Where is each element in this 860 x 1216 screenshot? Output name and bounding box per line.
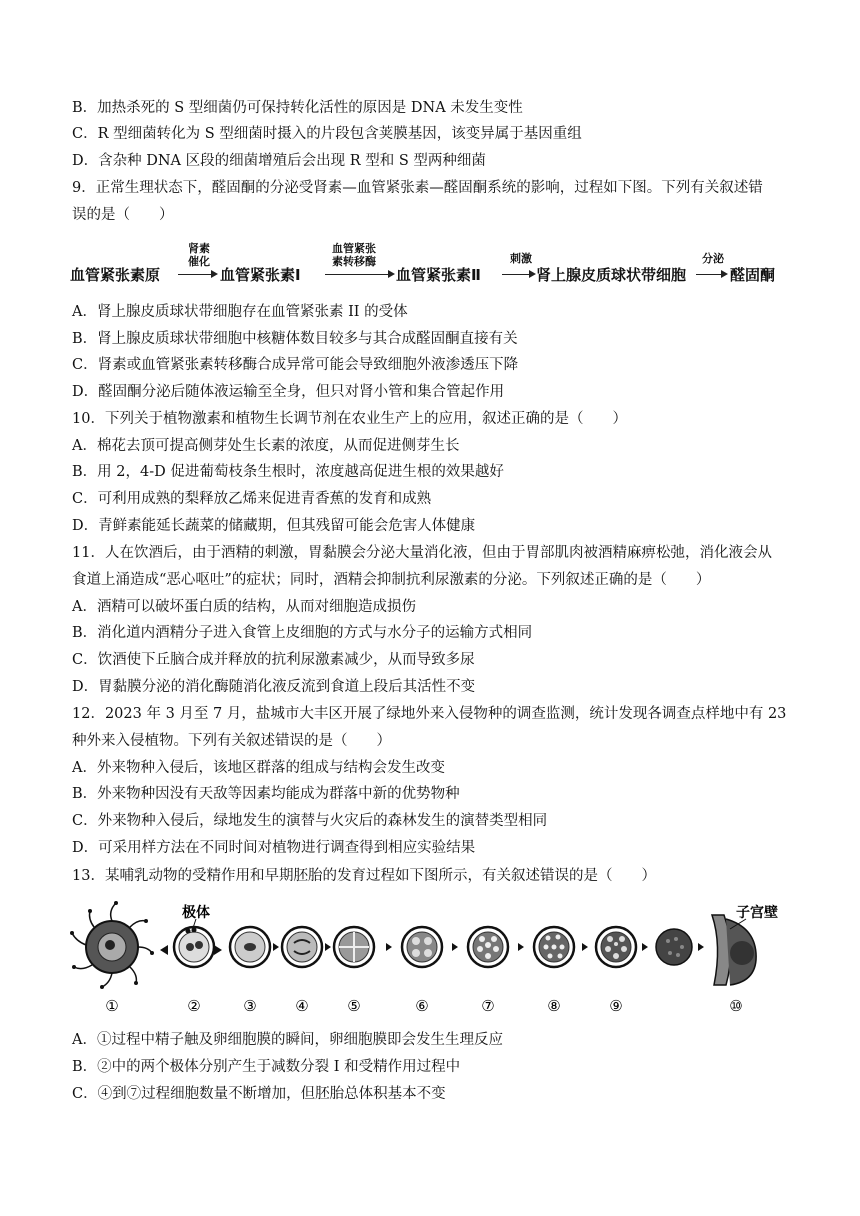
- q13-stem: 13．某哺乳动物的受精作用和早期胚胎的发育过程如下图所示，有关叙述错误的是（ ）: [72, 868, 656, 884]
- stage-label-6: ⑥: [415, 997, 429, 1015]
- stage-label-10: ⑩: [729, 997, 743, 1015]
- q9-option-a: A．肾上腺皮质球状带细胞存在血管紧张素 II 的受体: [72, 304, 408, 320]
- flow-node-angiotensinogen: 血管紧张素原: [70, 266, 161, 284]
- stage-4: [282, 927, 322, 967]
- q12-option-a: A．外来物种入侵后，该地区群落的组成与结构会发生改变: [72, 760, 445, 776]
- uterus-label: 子宫壁: [736, 905, 778, 921]
- flow-label-renin-2: 催化: [188, 255, 210, 268]
- q10-option-d: D．青鲜素能延长蔬菜的储藏期，但其残留可能会危害人体健康: [72, 518, 476, 534]
- stage-5: [334, 927, 374, 967]
- stage-label-2: ②: [187, 997, 201, 1015]
- stage-fertilization: [70, 901, 154, 989]
- q12-option-b: B．外来物种因没有天敌等因素均能成为群落中新的优势物种: [72, 786, 460, 802]
- flow-arrow-2: [325, 274, 393, 275]
- aldosterone-flow-diagram: [70, 240, 790, 290]
- stage-7: [468, 927, 508, 967]
- q13-option-b: B．②中的两个极体分别产生于减数分裂 I 和受精作用过程中: [72, 1059, 461, 1075]
- stage-10: [656, 929, 692, 965]
- flow-node-angiotensin-1: 血管紧张素Ⅰ: [220, 266, 301, 284]
- stage-3: [230, 927, 270, 967]
- stage-label-1: ①: [105, 997, 119, 1015]
- polar-body-label: 极体: [182, 905, 210, 921]
- flow-label-secrete: 分泌: [702, 252, 724, 265]
- q8-option-b: B．加热杀死的 S 型细菌仍可保持转化活性的原因是 DNA 未发生变性: [72, 100, 523, 116]
- q10-option-b: B．用 2，4-D 促进葡萄枝条生根时，浓度越高促进生根的效果越好: [72, 464, 504, 480]
- q13-option-a: A．①过程中精子触及卵细胞膜的瞬间，卵细胞膜即会发生生理反应: [72, 1032, 503, 1048]
- stage-label-3: ③: [243, 997, 257, 1015]
- q8-option-d: D．含杂种 DNA 区段的细菌增殖后会出现 R 型和 S 型两种细菌: [72, 153, 486, 169]
- flow-node-aldosterone: 醛固酮: [730, 266, 776, 284]
- stage-6: [402, 927, 442, 967]
- q9-option-d: D．醛固酮分泌后随体液运输至全身，但只对肾小管和集合管起作用: [72, 384, 505, 400]
- stage-label-7: ⑦: [481, 997, 495, 1015]
- flow-label-renin-1: 肾素: [188, 242, 210, 255]
- stage-label-9: ⑨: [609, 997, 623, 1015]
- q11-option-d: D．胃黏膜分泌的消化酶随消化液反流到食道上段后其活性不变: [72, 679, 476, 695]
- q10-option-c: C．可利用成熟的梨释放乙烯来促进青香蕉的发育和成熟: [72, 491, 432, 507]
- flow-node-adrenal-cells: 肾上腺皮质球状带细胞: [536, 266, 687, 284]
- stage-zygote: [174, 927, 214, 967]
- q11-option-b: B．消化道内酒精分子进入食管上皮细胞的方式与水分子的运输方式相同: [72, 625, 533, 641]
- q12-stem-line1: 12．2023 年 3 月至 7 月，盐城市大丰区开展了绿地外来入侵物种的调查监测，统计发现各调查点样地中有 23: [72, 706, 787, 722]
- q9-option-b: B．肾上腺皮质球状带细胞中核糖体数目较多与其合成醛固酮直接有关: [72, 331, 518, 347]
- q11-option-c: C．饮酒使下丘脑合成并释放的抗利尿激素减少，从而导致多尿: [72, 652, 475, 668]
- stage-8: [534, 927, 574, 967]
- q10-option-a: A．棉花去顶可提高侧芽处生长素的浓度，从而促进侧芽生长: [72, 438, 460, 454]
- q11-option-a: A．酒精可以破坏蛋白质的结构，从而对细胞造成损伤: [72, 599, 416, 615]
- q9-stem-line1: 9．正常生理状态下，醛固酮的分泌受肾素—血管紧张素—醛固酮系统的影响，过程如下图。下列有关叙述错: [72, 180, 763, 196]
- q10-stem: 10．下列关于植物激素和植物生长调节剂在农业生产上的应用，叙述正确的是（ ）: [72, 411, 627, 427]
- q13-option-c: C．④到⑦过程细胞数量不断增加，但胚胎总体积基本不变: [72, 1086, 446, 1102]
- flow-arrow-3: [502, 274, 534, 275]
- stage-label-8: ⑧: [547, 997, 561, 1015]
- q12-option-c: C．外来物种入侵后，绿地发生的演替与火灾后的森林发生的演替类型相同: [72, 813, 548, 829]
- flow-arrow-4: [696, 274, 726, 275]
- q11-stem-line2: 食道上涌造成“恶心呕吐”的症状；同时，酒精会抑制抗利尿激素的分泌。下列叙述正确的是（ ）: [72, 572, 711, 588]
- q9-option-c: C．肾素或血管紧张素转移酶合成异常可能会导致细胞外液渗透压下降: [72, 357, 519, 373]
- flow-label-ace-2: 素转移酶: [332, 255, 376, 268]
- stage-label-4: ④: [295, 997, 309, 1015]
- flow-node-angiotensin-2: 血管紧张素Ⅱ: [396, 266, 481, 284]
- q12-option-d: D．可采用样方法在不同时间对植物进行调查得到相应实验结果: [72, 840, 476, 856]
- q8-option-c: C．R 型细菌转化为 S 型细菌时摄入的片段包含荚膜基因，该变异属于基因重组: [72, 126, 582, 142]
- stage-labels: [105, 997, 742, 1015]
- q11-stem-line1: 11．人在饮酒后，由于酒精的刺激，胃黏膜会分泌大量消化液，但由于胃部肌肉被酒精麻痹松弛，消化液会从: [72, 545, 772, 561]
- flow-label-stimulate: 刺激: [510, 252, 532, 265]
- q9-stem-line2: 误的是（ ）: [72, 207, 174, 223]
- flow-label-ace-1: 血管紧张: [332, 242, 376, 255]
- stage-9: [596, 927, 636, 967]
- uterus-wall: [712, 915, 756, 985]
- flow-arrow-1: [178, 274, 216, 275]
- q12-stem-line2: 种外来入侵植物。下列有关叙述错误的是（ ）: [72, 733, 391, 749]
- stage-label-5: ⑤: [347, 997, 361, 1015]
- embryo-development-diagram: [70, 895, 800, 1020]
